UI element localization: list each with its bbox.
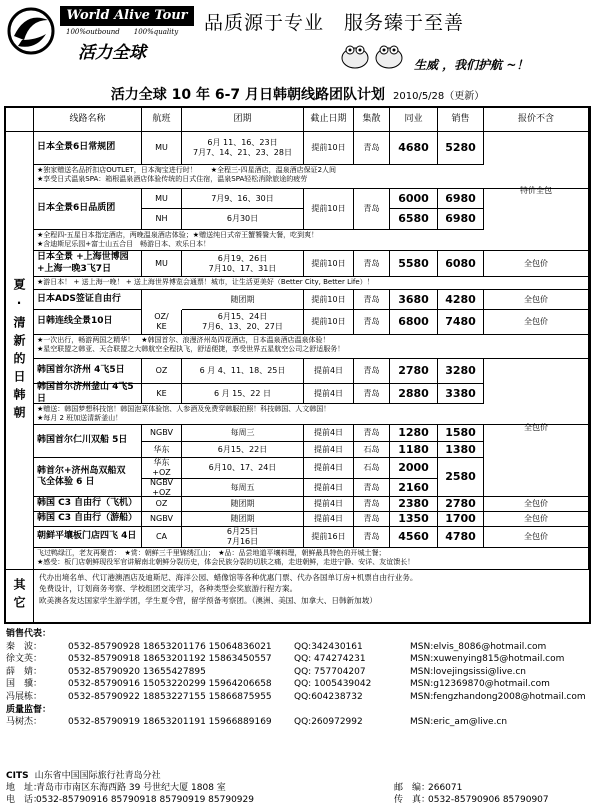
page-title: 活力全球 10 年 6-7 月日韩朝线路团队计划 2010/5/28（更新） [110,87,485,103]
flight: 华东 +OZ [142,458,182,479]
hub-city: 青岛 [354,384,390,404]
sale-price: 4280 [438,290,484,310]
route-name: 日韩连线全景10日 [34,310,142,335]
trade-price: 2380 [390,497,438,512]
qa-label: 质量监督： [6,704,52,715]
other-section-label: 其它 [6,570,34,622]
departure-dates: 6月 11、16、23日 7月7、14、21、23、28日 [182,132,304,165]
deadline: 提前10日 [304,251,354,277]
hub-city: 青岛 [354,527,390,548]
sale-price: 3280 [438,359,484,384]
departure-dates: 随团期 [182,290,304,310]
trade-price: 6580 [390,209,438,230]
route-name: 日本ADS签证自由行 [34,290,142,310]
sales-contact: 冯展栋： 0532-85790922 18853227155 15866875955 QQ:604238732 MSN:fengzhandong2008@hotmail.com [6,691,586,702]
sale-price: 1380 [438,442,484,458]
sales-contacts [6,628,591,729]
hub-city: 青岛 [354,132,390,165]
departure-dates: 每周三 [182,425,304,442]
other-services: 代办出境名单、代订港澳酒店及迪斯尼、海洋公园、蜡像馆等各种优惠门票、代办各国单订房+机票自由行业务。 免费设计，订划商务考察、学校组团交流学习，各种类型会奖旅游行程方案。 欧美澳各发达国家学生游学团，学生夏令营，留学预备考察团。（澳洲、美国、加拿大、日韩新加坡） [39,573,418,605]
route-name: 韩首尔+济州岛双船双 飞全体验 6 日 [34,458,142,497]
corner-cell [6,108,34,132]
deadline: 提前16日 [304,527,354,548]
sale-price: 6080 [438,251,484,277]
sales-contact: 秦 波： 0532-85790928 18653201176 15064836021 QQ:342430161 MSN:elvis_8086@hotmail.com [6,641,547,652]
mascot-frogs-icon [340,40,404,70]
flight: NGBV [142,512,182,527]
departure-dates: 随团期 [182,512,304,527]
trade-price: 2000 [390,458,438,479]
cits-logo: CITS [6,771,29,781]
flight: OZ/ KE [142,310,182,335]
slogan-secondary: 生威 ，我们护航 ~！ [414,58,529,72]
deadline: 提前4日 [304,497,354,512]
route-name: 韩国首尔济州 4飞5日 [34,359,142,384]
sale-price: 1580 [438,425,484,442]
sales-contact: 国 骥： 0532-85790916 15053220299 15964206658 QQ: 1005439042 MSN:g12369870@hotmail.com [6,679,550,690]
trade-price: 1280 [390,425,438,442]
excluded-items: 全包价 [484,497,589,512]
company-info [6,770,591,806]
header-excluded: 报价不含 [484,108,589,132]
header-hub: 集散 [354,108,390,132]
departure-dates: 每周五 [182,479,304,497]
excluded-items: 全包价 [484,310,589,335]
summer-section-label: 夏·清新的日韩朝 [6,132,34,570]
trade-price: 3680 [390,290,438,310]
route-name: 韩国 C3 自由行（飞机） [34,497,142,512]
route-name: 韩国首尔济州釜山 4飞5日 [34,384,142,404]
departure-dates: 6月30日 [182,209,304,230]
flight: MU [142,189,182,209]
deadline: 提前4日 [304,512,354,527]
hub-city: 青岛 [354,251,390,277]
route-notes: ★游日本！ + 送上海一晚！ + 送上海世界博览会通票！城市，让生活更美好（Better City, Better Life）！ [34,277,589,290]
route-name: 韩国 C3 自由行（游船） [34,512,142,527]
hub-city: 石岛 [354,458,390,479]
deadline: 提前4日 [304,442,354,458]
departure-dates: 6月25日 7月16日 [182,527,304,548]
route-name: 日本全景6日常规团 [34,132,142,165]
hub-city: 石岛 [354,442,390,458]
excluded-items: 全包价 [484,359,589,497]
route-notes: ★全程四-五星日本指定酒店，两晚温泉酒店体验；★赠送纯日式帝王蟹饕餮大餐，吃到爽！ ★含迪斯尼乐园+富士山五合目 畅游日本、欢乐日本！ [34,230,589,251]
header-route: 线路名称 [34,108,142,132]
deadline: 提前4日 [304,425,354,442]
excluded-items: 全包价 [484,251,589,277]
trade-price: 6000 [390,189,438,209]
sale-price: 7480 [438,310,484,335]
flight: NH [142,209,182,230]
deadline: 提前10日 [304,189,354,230]
header-flight: 航班 [142,108,182,132]
trade-price: 2780 [390,359,438,384]
brand-name-cn: 活力全球 [78,43,146,63]
sale-price: 3380 [438,384,484,404]
deadline: 提前4日 [304,479,354,497]
page-header [0,0,595,104]
brand-tagline: 100%outbound 100%quality [66,28,179,36]
sale-price: 2580 [438,458,484,497]
deadline: 提前4日 [304,458,354,479]
sales-contact: 薛 婧： 0532-85790920 13655427895 QQ: 757704207 MSN:lovejingsissi@live.cn [6,666,526,677]
departure-dates: 6 月 4、11、18、25日 [182,359,304,384]
departure-dates: 7月9、16、30日 [182,189,304,209]
hub-city: 青岛 [354,189,390,230]
trade-price: 4560 [390,527,438,548]
excluded-items: 全包价 [484,527,589,548]
sale-price: 5280 [438,132,484,165]
trade-price: 2880 [390,384,438,404]
qa-contact: 马树杰： 0532-85790919 18653201191 15966889169 QQ:260972992 MSN:eric_am@live.cn [6,717,508,728]
header-deadline: 截止日期 [304,108,354,132]
itinerary-table [4,106,591,624]
brand-name-en: World Alive Tour [60,6,194,26]
sales-contact: 徐文英： 0532-85790918 18653201192 15863450557 QQ: 474274231 MSN:xuwenying815@hotmail.com [6,654,565,665]
hub-city: 青岛 [354,512,390,527]
trade-price: 6800 [390,310,438,335]
route-name: 朝鲜平壤板门店四飞 4日 [34,527,142,548]
route-notes: ★赠送：韩国梦想科技馆！韩国泡菜体验馆、人参酒及免费穿韩服拍照！科技韩国、人文韩国！ ★每月 2 班加送清新釜山！ [34,404,589,425]
deadline: 提前4日 [304,359,354,384]
departure-dates: 6月10、17、24日 [182,458,304,479]
header-dates: 团期 [182,108,304,132]
excluded-items: 全包价 [484,290,589,310]
departure-dates: 随团期 [182,497,304,512]
route-name: 韩国首尔仁川双船 5日 [34,425,142,458]
flight: OZ [142,359,182,384]
departure-dates: 6月19、26日 7月10、17、31日 [182,251,304,277]
company-name: CITS 山东省中国国际旅行社青岛分社 [6,771,161,781]
address-row: 地 址： 青岛市市南区东海西路 39 号世纪大厦 1808 室 邮 编： 266071 [6,783,463,793]
route-notes: ★一次出行，畅游两国之精华！ ★韩国首尔、浪漫济州岛四花酒店，日本温泉酒店温泉体验！ ★星空联盟之韩亚、天合联盟之大韩航空全程执飞，舒适便捷，享受世界五星航空公司之舒适服务！ [34,335,589,359]
route-notes: ★独家赠送名品折扣店OUTLET，日本淘宝进行时！ ★全程三-四星酒店，温泉酒店保证2人间 ★享受日式温泉SPA：箱根温泉酒店体验传统的日式住宿，温泉SPA轻松消除旅途的疲劳 [34,165,589,189]
departure-dates: 6 月 15、22 日 [182,384,304,404]
sale-price: 1700 [438,512,484,527]
flight: MU [142,251,182,277]
departure-dates: 6月15、24日 7月6、13、20、27日 [182,310,304,335]
swirl-logo-icon [6,6,56,56]
flight: NGBV [142,425,182,442]
excluded-items: 全包价 [484,512,589,527]
sale-price: 6980 [438,189,484,209]
slogan: 品质源于专业 服务臻于至善 [204,12,465,34]
hub-city: 青岛 [354,479,390,497]
hub-city: 青岛 [354,425,390,442]
flight: MU [142,132,182,165]
deadline: 提前10日 [304,290,354,310]
sale-price: 6980 [438,209,484,230]
hub-city: 青岛 [354,497,390,512]
update-date: 2010/5/28（更新） [393,91,485,102]
sale-price: 4780 [438,527,484,548]
hub-city: 青岛 [354,359,390,384]
trade-price: 1350 [390,512,438,527]
trade-price: 5580 [390,251,438,277]
hub-city: 青岛 [354,310,390,335]
route-name: 日本全景 +上海世博园 +上海一晚3飞7日 [34,251,142,277]
header-sale-price: 销售 [438,108,484,132]
flight: 华东 [142,442,182,458]
trade-price: 4680 [390,132,438,165]
excluded-items: 特价全包 [484,132,589,251]
flight: KE [142,384,182,404]
trade-price: 1180 [390,442,438,458]
flight: CA [142,527,182,548]
deadline: 提前10日 [304,132,354,165]
sale-price: 2780 [438,497,484,512]
flight: OZ [142,497,182,512]
sales-label: 销售代表： [6,629,52,639]
route-name: 日本全景6日品质团 [34,189,142,230]
deadline: 提前10日 [304,310,354,335]
flight: NGBV +OZ [142,479,182,497]
phone-row: 电 话： 0532-85790916 85790918 85790919 85790929 传 真： 0532-85790906 85790907 [6,795,549,805]
header-trade-price: 同业 [390,108,438,132]
hub-city: 青岛 [354,290,390,310]
route-notes: 飞过鸭绿江，老友再聚首： ★赏：朝鲜三千里锦绣江山； ★品：品尝地道平壤料理，朝鲜最具特色的开城土餐； ★感受：板门店朝鲜现役军官讲解南北朝鲜分裂历史，体会民族分裂的切肤之痛，走进朝鲜，走进宁静、安详、友谊馈长！ [34,548,589,570]
trade-price: 2160 [390,479,438,497]
deadline: 提前4日 [304,384,354,404]
departure-dates: 6月15、22日 [182,442,304,458]
